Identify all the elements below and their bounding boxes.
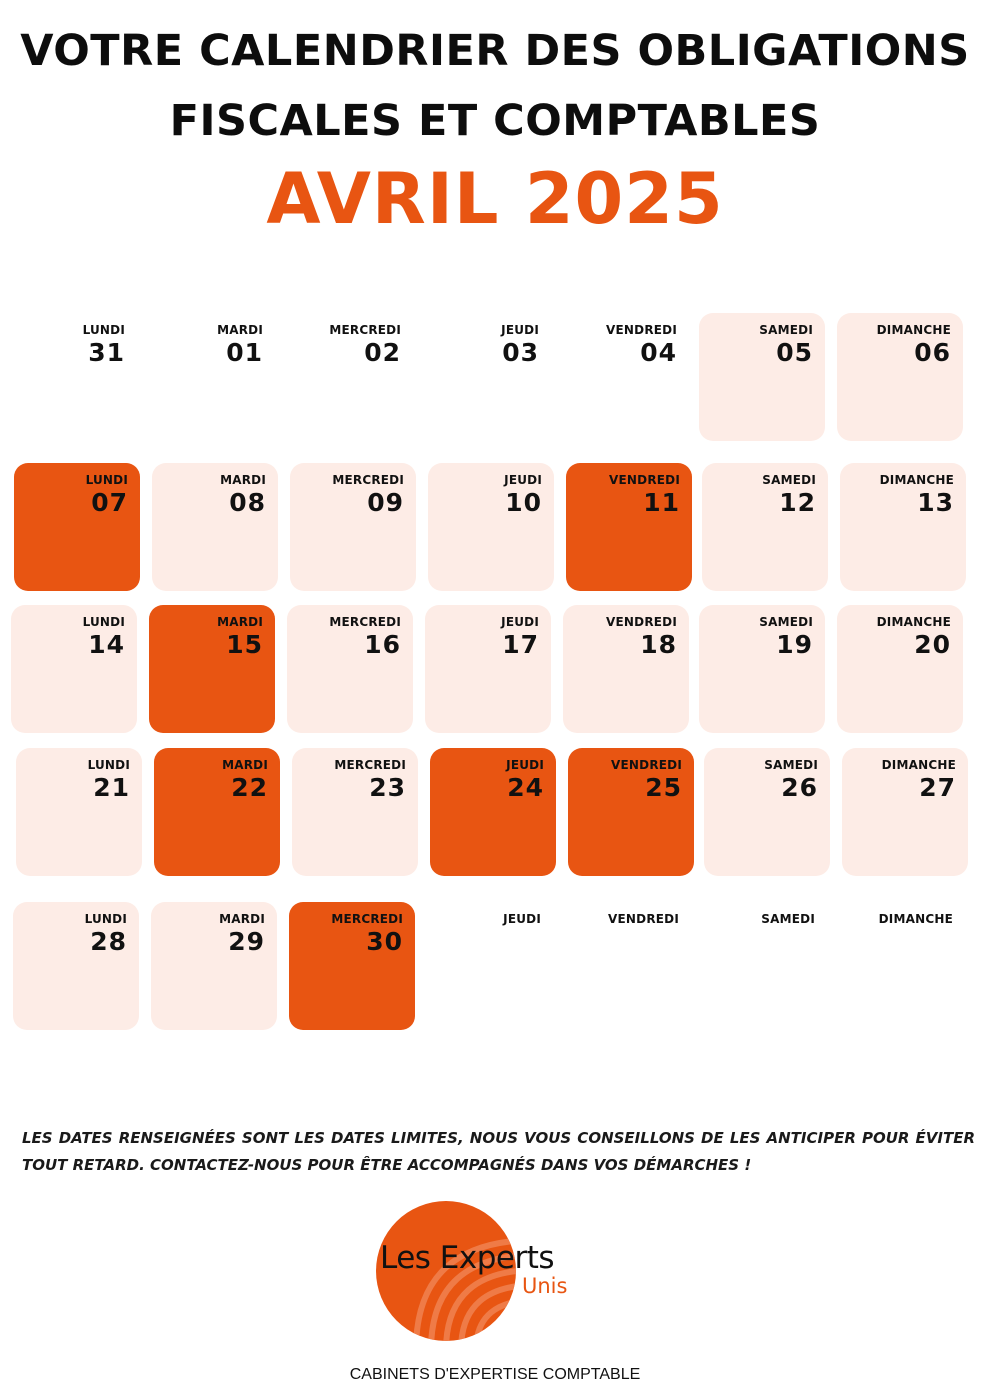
calendar-day-cell <box>837 313 963 441</box>
day-number: 17 <box>502 630 539 659</box>
weekday-label: DIMANCHE <box>878 912 953 926</box>
day-number: 04 <box>640 338 677 367</box>
calendar-day-cell <box>11 605 137 733</box>
calendar-day-cell <box>568 748 694 876</box>
day-number: 16 <box>364 630 401 659</box>
calendar-day-cell <box>563 605 689 733</box>
weekday-label: JEUDI <box>501 323 539 337</box>
day-number: 31 <box>88 338 125 367</box>
day-number: 08 <box>229 488 266 517</box>
day-number: 07 <box>91 488 128 517</box>
weekday-label: DIMANCHE <box>879 473 954 487</box>
calendar-day-cell <box>151 902 277 1030</box>
weekday-label: VENDREDI <box>611 758 682 772</box>
weekday-label: JEUDI <box>503 912 541 926</box>
weekday-label: JEUDI <box>506 758 544 772</box>
weekday-label: VENDREDI <box>608 912 679 926</box>
weekday-label: SAMEDI <box>759 615 813 629</box>
weekday-label: LUNDI <box>85 473 128 487</box>
weekday-label: MERCREDI <box>329 615 401 629</box>
day-number: 06 <box>914 338 951 367</box>
calendar-day-cell <box>290 463 416 591</box>
calendar-day-cell <box>842 748 968 876</box>
calendar-day-cell <box>701 902 827 1030</box>
weekday-label: DIMANCHE <box>876 323 951 337</box>
calendar-day-cell <box>704 748 830 876</box>
day-number: 27 <box>919 773 956 802</box>
calendar-day-cell <box>425 313 551 441</box>
day-number: 10 <box>505 488 542 517</box>
calendar-day-cell <box>154 748 280 876</box>
calendar-day-cell <box>14 463 140 591</box>
deadline-note: LES DATES RENSEIGNÉES SONT LES DATES LIMITES, NOUS VOUS CONSEILLONS DE LES ANTICIPER POUR ÉVITER TOUT RETARD. CONTACTEZ-NOUS POUR ÊTRE ACCOMPAGNÉS DANS VOS DÉMARCHES ! <box>22 1129 975 1174</box>
day-number: 12 <box>779 488 816 517</box>
calendar-day-cell <box>837 605 963 733</box>
weekday-label: JEUDI <box>501 615 539 629</box>
weekday-label: LUNDI <box>82 615 125 629</box>
weekday-label: DIMANCHE <box>881 758 956 772</box>
weekday-label: MERCREDI <box>334 758 406 772</box>
weekday-label: DIMANCHE <box>876 615 951 629</box>
calendar-day-cell <box>699 313 825 441</box>
calendar-day-cell <box>289 902 415 1030</box>
weekday-label: JEUDI <box>504 473 542 487</box>
calendar-day-cell <box>430 748 556 876</box>
weekday-label: LUNDI <box>87 758 130 772</box>
day-number: 09 <box>367 488 404 517</box>
day-number: 20 <box>914 630 951 659</box>
day-number: 30 <box>366 927 403 956</box>
tagline: CABINETS D'EXPERTISE COMPTABLE <box>349 1366 641 1383</box>
day-number: 25 <box>645 773 682 802</box>
weekday-label: LUNDI <box>84 912 127 926</box>
calendar-day-cell <box>840 463 966 591</box>
weekday-label: MERCREDI <box>329 323 401 337</box>
calendar-day-cell <box>566 463 692 591</box>
weekday-label: SAMEDI <box>762 473 816 487</box>
calendar-day-cell <box>11 313 137 441</box>
calendar-day-cell <box>287 605 413 733</box>
logo-text-main: Les Experts <box>380 1240 555 1276</box>
calendar-day-cell <box>152 463 278 591</box>
calendar-day-cell <box>565 902 691 1030</box>
day-number: 22 <box>231 773 268 802</box>
day-number: 19 <box>776 630 813 659</box>
day-number: 03 <box>502 338 539 367</box>
weekday-label: LUNDI <box>82 323 125 337</box>
calendar-day-cell <box>839 902 965 1030</box>
day-number: 18 <box>640 630 677 659</box>
calendar-day-cell <box>425 605 551 733</box>
calendar-day-cell <box>13 902 139 1030</box>
weekday-label: MERCREDI <box>332 473 404 487</box>
day-number: 26 <box>781 773 818 802</box>
calendar-day-cell <box>149 605 275 733</box>
weekday-label: SAMEDI <box>764 758 818 772</box>
calendar-day-cell <box>292 748 418 876</box>
weekday-label: MARDI <box>217 323 263 337</box>
weekday-label: MARDI <box>217 615 263 629</box>
day-number: 15 <box>226 630 263 659</box>
day-number: 14 <box>88 630 125 659</box>
calendar-day-cell <box>16 748 142 876</box>
day-number: 01 <box>226 338 263 367</box>
weekday-label: VENDREDI <box>606 323 677 337</box>
weekday-label: SAMEDI <box>761 912 815 926</box>
day-number: 05 <box>776 338 813 367</box>
weekday-label: MARDI <box>219 912 265 926</box>
day-number: 29 <box>228 927 265 956</box>
day-number: 13 <box>917 488 954 517</box>
page-title-line-2: FISCALES ET COMPTABLES <box>169 96 821 146</box>
calendar-day-cell <box>702 463 828 591</box>
calendar-day-cell <box>287 313 413 441</box>
day-number: 02 <box>364 338 401 367</box>
weekday-label: VENDREDI <box>606 615 677 629</box>
month-title: AVRIL 2025 <box>266 158 724 240</box>
logo-text-sub: Unis <box>522 1274 568 1298</box>
weekday-label: VENDREDI <box>609 473 680 487</box>
day-number: 24 <box>507 773 544 802</box>
weekday-label: MARDI <box>222 758 268 772</box>
weekday-label: SAMEDI <box>759 323 813 337</box>
calendar-day-cell <box>699 605 825 733</box>
calendar-day-cell <box>149 313 275 441</box>
calendar-day-cell <box>428 463 554 591</box>
page-title-line-1: VOTRE CALENDRIER DES OBLIGATIONS <box>20 26 970 76</box>
calendar-day-cell <box>427 902 553 1030</box>
day-number: 23 <box>369 773 406 802</box>
day-number: 11 <box>643 488 680 517</box>
weekday-label: MERCREDI <box>331 912 403 926</box>
calendar-day-cell <box>563 313 689 441</box>
weekday-label: MARDI <box>220 473 266 487</box>
day-number: 21 <box>93 773 130 802</box>
day-number: 28 <box>90 927 127 956</box>
